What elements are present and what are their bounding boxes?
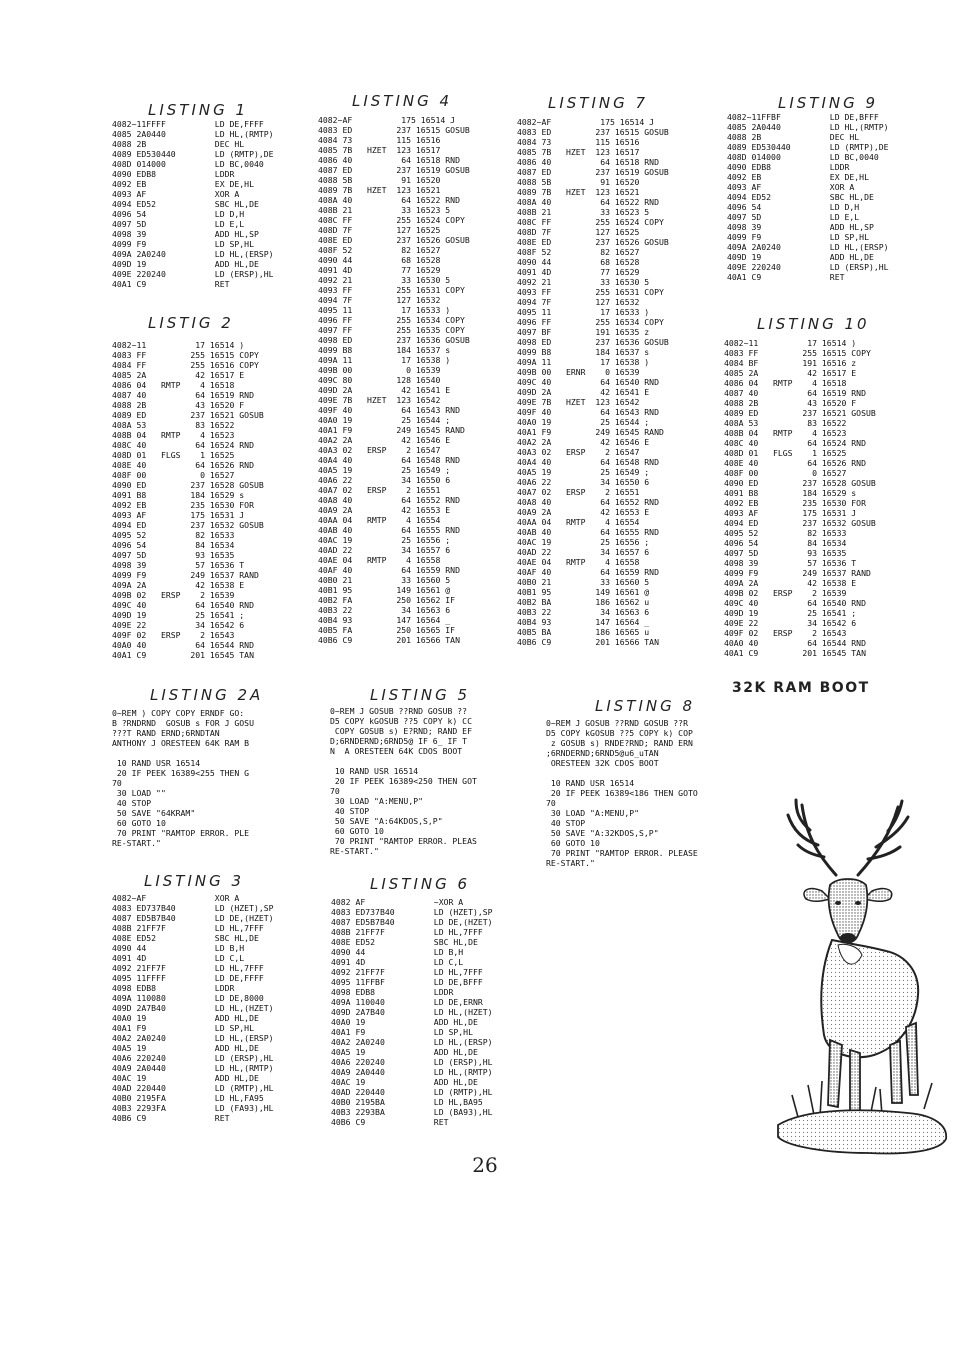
- listing-1-title: LISTING 1: [148, 101, 249, 119]
- deer-illustration: [758, 795, 958, 1165]
- listing-2-title: LISTIG 2: [148, 314, 234, 332]
- page-number: 26: [472, 1153, 498, 1177]
- listing-2-code: 4082~11 17 16514 ) 4083 FF 255 16515 COPY 4084 FF 255 16516 COPY 4085 2A 42 16517 E 4086 04 RMTP 4 16518 4087 40 64 16519 RND 4088 2B 43 16520 F 4089 ED 237 16521 GOSUB 408A 53 83 16522 408B 04 RMTP 4 16523 408C 40 64 16524 RND 408D 01 FLGS 1 16525 408E 40 64 16526 RND 408F 00 0 16527 4090 ED 237 16528 GOSUB 4091 B8 184 16529 s 4092 EB 235 16530 FOR 4093 AF 175 16531 J 4094 ED 237 16532 GOSUB 4095 52 82 16533 4096 54 84 16534 4097 5D 93 16535 4098 39 57 16536 T 4099 F9 249 16537 RAND 409A 2A 42 16538 E 409B 02 ERSP 2 16539 409C 40 64 16540 RND 409D 19 25 16541 ; 409E 22 34 16542 6 409F 02 ERSP 2 16543 40A0 40 64 16544 RND 40A1 C9 201 16545 TAN: [112, 340, 264, 660]
- listing-1-code: 4082~11FFFF LD DE,FFFF 4085 2A0440 LD HL,(RMTP) 4088 2B DEC HL 4089 ED530440 LD (RMTP),DE 408D 014000 LD BC,0040 4090 EDB8 LDDR 4092 EB EX DE,HL 4093 AF XOR A 4094 ED52 SBC HL,DE 4096 54 LD D,H 4097 5D LD E,L 4098 39 ADD HL,SP 4099 F9 LD SP,HL 409A 2A0240 LD HL,(ERSP) 409D 19 ADD HL,DE 409E 220240 LD (ERSP),HL 40A1 C9 RET: [112, 119, 274, 289]
- listing-5-title: LISTING 5: [370, 686, 471, 704]
- listing-4-code: 4082~AF 175 16514 J 4083 ED 237 16515 GOSUB 4084 73 115 16516 4085 7B HZET 123 16517 4086 40 64 16518 RND 4087 ED 237 16519 GOSUB 4088 5B 91 16520 4089 7B HZET 123 16521 408A 40 64 16522 RND 408B 21 33 16523 5 408C FF 255 16524 COPY 408D 7F 127 16525 408E ED 237 16526 GOSUB 408F 52 82 16527 4090 44 68 16528 4091 4D 77 16529 4092 21 33 16530 5 4093 FF 255 16531 COPY 4094 7F 127 16532 4095 11 17 16533 ) 4096 FF 255 16534 COPY 4097 FF 255 16535 COPY 4098 ED 237 16536 GOSUB 4099 B8 184 16537 s 409A 11 17 16538 ) 409B 00 0 16539 409C 80 128 16540 409D 2A 42 16541 E 409E 7B HZET 123 16542 409F 40 64 16543 RND 40A0 19 25 16544 ; 40A1 F9 249 16545 RAND 40A2 2A 42 16546 E 40A3 02 ERSP 2 16547 40A4 40 64 16548 RND 40A5 19 25 16549 ; 40A6 22 34 16550 6 40A7 02 ERSP 2 16551 40A8 40 64 16552 RND 40A9 2A 42 16553 E 40AA 04 RMTP 4 16554 40AB 40 64 16555 RND 40AC 19 25 16556 ; 40AD 22 34 16557 6 40AE 04 RMTP 4 16558 40AF 40 64 16559 RND 40B0 21 33 16560 5 40B1 95 149 16561 @ 40B2 FA 250 16562 IF 40B3 22 34 16563 6 40B4 93 147 16564 _ 40B5 FA 250 16565 IF 40B6 C9 201 16566 TAN: [318, 115, 470, 645]
- listing-8-title: LISTING 8: [595, 697, 696, 715]
- listing-10-title: LISTING 10: [757, 315, 870, 333]
- listing-7-title: LISTING 7: [548, 94, 649, 112]
- listing-7-code: 4082~AF 175 16514 J 4083 ED 237 16515 GOSUB 4084 73 115 16516 4085 7B HZET 123 16517 4086 40 64 16518 RND 4087 ED 237 16519 GOSUB 4088 5B 91 16520 4089 7B HZET 123 16521 408A 40 64 16522 RND 408B 21 33 16523 5 408C FF 255 16524 COPY 408D 7F 127 16525 408E ED 237 16526 GOSUB 408F 52 82 16527 4090 44 68 16528 4091 4D 77 16529 4092 21 33 16530 5 4093 FF 255 16531 COPY 4094 7F 127 16532 4095 11 17 16533 ) 4096 FF 255 16534 COPY 4097 BF 191 16535 z 4098 ED 237 16536 GOSUB 4099 B8 184 16537 s 409A 11 17 16538 ) 409B 00 ERNR 0 16539 409C 40 64 16540 RND 409D 2A 42 16541 E 409E 7B HZET 123 16542 409F 40 64 16543 RND 40A0 19 25 16544 ; 40A1 F9 249 16545 RAND 40A2 2A 42 16546 E 40A3 02 ERSP 2 16547 40A4 40 64 16548 RND 40A5 19 25 16549 ; 40A6 22 34 16550 6 40A7 02 ERSP 2 16551 40A8 40 64 16552 RND 40A9 2A 42 16553 E 40AA 04 RMTP 4 16554 40AB 40 64 16555 RND 40AC 19 25 16556 ; 40AD 22 34 16557 6 40AE 04 RMTP 4 16558 40AF 40 64 16559 RND 40B0 21 33 16560 5 40B1 95 149 16561 @ 40B2 BA 186 16562 u 40B3 22 34 16563 6 40B4 93 147 16564 _ 40B5 BA 186 16565 u 40B6 C9 201 16566 TAN: [517, 117, 669, 647]
- listing-6-title: LISTING 6: [370, 875, 471, 893]
- boot-caption: 32K RAM BOOT: [732, 680, 870, 696]
- listing-8-code: 0~REM J GOSUB ??RND GOSUB ??R D5 COPY kGOSUB ??5 COPY k) COP z GOSUB s) RNDE?RND; RAND ERN ;6RNDERND;6RND5@u6_uTAN ORESTEEN 32K CDOS BOOT 10 RAND USR 16514 20 IF PEEK 16389<186 THEN GOTO 70 30 LOAD "A:MENU,P" 40 STOP 50 SAVE "A:32KDOS,S,P" 60 GOTO 10 70 PRINT "RAMTOP ERROR. PLEASE RE-START.": [546, 718, 698, 868]
- listing-10-code: 4082~11 17 16514 ) 4083 FF 255 16515 COPY 4084 BF 191 16516 z 4085 2A 42 16517 E 4086 04 RMTP 4 16518 4087 40 64 16519 RND 4088 2B 43 16520 F 4089 ED 237 16521 GOSUB 408A 53 83 16522 408B 04 RMTP 4 16523 408C 40 64 16524 RND 408D 01 FLGS 1 16525 408E 40 64 16526 RND 408F 00 0 16527 4090 ED 237 16528 GOSUB 4091 B8 184 16529 s 4092 EB 235 16530 FOR 4093 AF 175 16531 J 4094 ED 237 16532 GOSUB 4095 52 82 16533 4096 54 84 16534 4097 5D 93 16535 4098 39 57 16536 T 4099 F9 249 16537 RAND 409A 2A 42 16538 E 409B 02 ERSP 2 16539 409C 40 64 16540 RND 409D 19 25 16541 ; 409E 22 34 16542 6 409F 02 ERSP 2 16543 40A0 40 64 16544 RND 40A1 C9 201 16545 TAN: [724, 338, 876, 658]
- listing-2a-code: 0~REM ) COPY COPY ERNDF GO: B ?RNDRND GOSUB s FOR J GOSU ???T RAND ERND;6RNDTAN ANTHONY J ORESTEEN 64K RAM B 10 RAND USR 16514 20 IF PEEK 16389<255 THEN G 70 30 LOAD "" 40 STOP 50 SAVE "64KRAM" 60 GOTO 10 70 PRINT "RAMTOP ERROR. PLE RE-START.": [112, 708, 254, 848]
- listing-2a-title: LISTING 2A: [150, 686, 264, 704]
- listing-4-title: LISTING 4: [352, 92, 453, 110]
- listing-9-code: 4082~11FFBF LD DE,BFFF 4085 2A0440 LD HL,(RMTP) 4088 2B DEC HL 4089 ED530440 LD (RMTP),DE 408D 014000 LD BC,0040 4090 EDB8 LDDR 4092 EB EX DE,HL 4093 AF XOR A 4094 ED52 SBC HL,DE 4096 54 LD D,H 4097 5D LD E,L 4098 39 ADD HL,SP 4099 F9 LD SP,HL 409A 2A0240 LD HL,(ERSP) 409D 19 ADD HL,DE 409E 220240 LD (ERSP),HL 40A1 C9 RET: [727, 112, 889, 282]
- listing-3-code: 4082~AF XOR A 4083 ED737B40 LD (HZET),SP 4087 ED5B7B40 LD DE,(HZET) 408B 21FF7F LD HL,7FFF 408E ED52 SBC HL,DE 4090 44 LD B,H 4091 4D LD C,L 4092 21FF7F LD HL,7FFF 4095 11FFFF LD DE,FFFF 4098 EDB8 LDDR 409A 110080 LD DE,8000 409D 2A7B40 LD HL,(HZET) 40A0 19 ADD HL,DE 40A1 F9 LD SP,HL 40A2 2A0240 LD HL,(ERSP) 40A5 19 ADD HL,DE 40A6 220240 LD (ERSP),HL 40A9 2A0440 LD HL,(RMTP) 40AC 19 ADD HL,DE 40AD 220440 LD (RMTP),HL 40B0 2195FA LD HL,FA95 40B3 2293FA LD (FA93),HL 40B6 C9 RET: [112, 893, 274, 1123]
- listing-5-code: 0~REM J GOSUB ??RND GOSUB ?? D5 COPY kGOSUB ??5 COPY k) CC COPY GOSUB s) E?RND; RAND EF D;6RNDERND;6RND5@ IF 6_ IF T N A ORESTEEN 64K CDOS BOOT 10 RAND USR 16514 20 IF PEEK 16389<250 THEN GOT 70 30 LOAD "A:MENU,P" 40 STOP 50 SAVE "A:64KDOS,S,P" 60 GOTO 10 70 PRINT "RAMTOP ERROR. PLEAS RE-START.": [330, 706, 477, 856]
- listing-3-title: LISTING 3: [144, 872, 245, 890]
- listing-9-title: LISTING 9: [778, 94, 879, 112]
- listing-6-code: 4082 AF ~XOR A 4083 ED737B40 LD (HZET),SP 4087 ED5B7B40 LD DE,(HZET) 408B 21FF7F LD HL,7FFF 408E ED52 SBC HL,DE 4090 44 LD B,H 4091 4D LD C,L 4092 21FF7F LD HL,7FFF 4095 11FFBF LD DE,BFFF 4098 EDB8 LDDR 409A 110040 LD DE,ERNR 409D 2A7B40 LD HL,(HZET) 40A0 19 ADD HL,DE 40A1 F9 LD SP,HL 40A2 2A0240 LD HL,(ERSP) 40A5 19 ADD HL,DE 40A6 220240 LD (ERSP),HL 40A9 2A0440 LD HL,(RMTP) 40AC 19 ADD HL,DE 40AD 220440 LD (RMTP),HL 40B0 2195BA LD HL,BA95 40B3 2293BA LD (BA93),HL 40B6 C9 RET: [331, 897, 493, 1127]
